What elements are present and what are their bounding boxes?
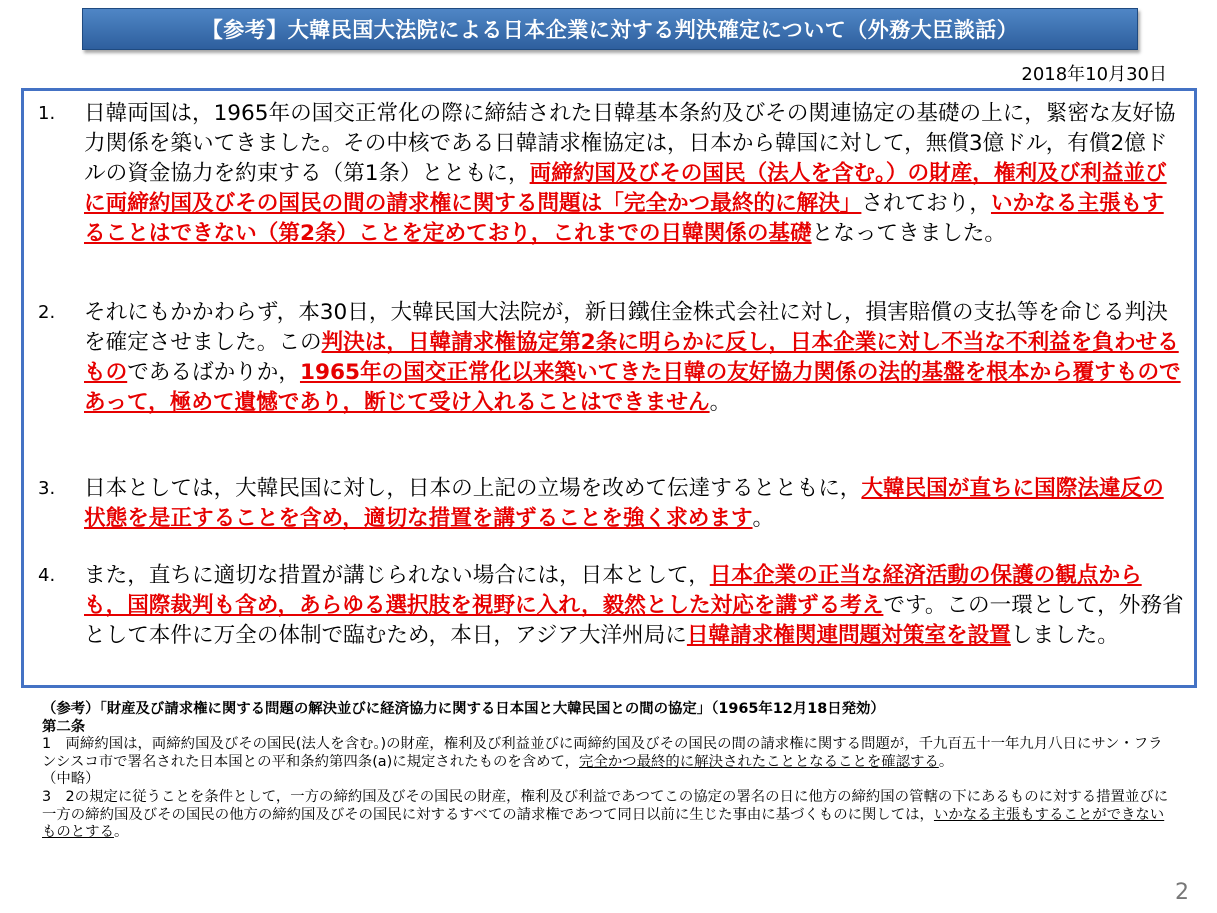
item-number: 3. xyxy=(38,478,56,499)
item-segment: 。 xyxy=(752,506,775,531)
item-text xyxy=(84,99,1184,249)
item-text xyxy=(84,561,1184,651)
emphasis-segment: 大韓民国が直ちに国際法違反の状態を是正することを含め，適切な措置を講ずることを強く求めます xyxy=(84,476,1164,531)
ref-underlined-text: 完全かつ最終的に解決されたこととなることを確認する xyxy=(579,753,939,770)
item-number: 4. xyxy=(38,565,56,586)
item-segment: であるばかりか， xyxy=(127,360,300,385)
emphasis-segment: 日本企業の正当な経済活動の保護の観点からも，国際裁判も含め，あらゆる選択肢を視野に入れ，毅然とした対応を講ずる考え xyxy=(84,563,1142,618)
statement-item-2 xyxy=(38,298,1184,418)
item-text xyxy=(84,474,1184,534)
item-segment: です。この一環として，外務省として本件に万全の体制で臨むため，本日，アジア大洋州局に xyxy=(84,593,1184,648)
emphasis-segment: 1965年の国交正常化以来築いてきた日韓の友好協力関係の法的基盤を根本から覆すものであって，極めて遺憾であり，断じて受け入れることはできません xyxy=(84,360,1181,415)
item-segment: されており， xyxy=(861,191,991,216)
item-segment: 日本としては，大韓民国に対し，日本の上記の立場を改めて伝達するとともに， xyxy=(84,476,862,501)
statement-box xyxy=(21,88,1197,688)
item-text xyxy=(84,298,1184,418)
item-segment: 日韓両国は，1965年の国交正常化の際に締結された日韓基本条約及びその関連協定の基礎の上に，緊密な友好協力関係を築いてきました。その中核である日韓請求権協定は，日本から韓国に対して，無償3億ドル，有償2億ドルの資金協力を約束する（第1条）とともに， xyxy=(84,101,1176,186)
item-segment: 。 xyxy=(709,390,732,415)
emphasis-segment: 日韓請求権関連問題対策室を設置 xyxy=(686,623,1011,648)
emphasis-segment: 両締約国及びその国民（法人を含む。）の財産，権利及び利益並びに両締約国及びその国民の間の請求権に関する問題は「完全かつ最終的に解決」 xyxy=(84,161,1167,216)
reference-paragraph-3 xyxy=(42,789,1172,842)
statement-date: 2018年10月30日 xyxy=(1021,64,1167,85)
item-number: 1. xyxy=(38,103,56,124)
emphasis-segment: 判決は，日韓請求権協定第2条に明らかに反し，日本企業に対し不当な不利益を負わせるもの xyxy=(84,330,1179,385)
reference-omission: （中略） xyxy=(42,771,100,788)
ref-text: 1 両締約国は，両締約国及びその国民(法人を含む。)の財産，権利及び利益並びに両締約国及びその国民の間の請求権に関する問題が，千九百五十一年九月八日にサン・フランシスコ市で署名された日本国との平和条約第四条(a)に規定されたものを含めて， xyxy=(42,736,1163,770)
item-segment: となってきました。 xyxy=(811,221,1006,246)
reference-paragraph-1 xyxy=(42,736,1172,771)
ref-text: 。 xyxy=(113,824,129,841)
reference-section xyxy=(42,701,1172,842)
item-segment: しました。 xyxy=(1010,623,1119,648)
item-segment: それにもかかわらず，本30日，大韓民国大法院が，新日鐵住金株式会社に対し，損害賠償の支払等を命じる判決を確定させました。この xyxy=(84,300,1168,355)
page-number: 2 xyxy=(1175,880,1189,905)
emphasis-segment: いかなる主張もすることはできない（第2条）ことを定めており，これまでの日韓関係の基礎 xyxy=(84,191,1164,246)
statement-item-3 xyxy=(38,474,1184,534)
statement-item-1 xyxy=(38,99,1184,249)
ref-text: 3 2の規定に従うことを条件として，一方の締約国及びその国民の財産，権利及び利益であつてこの協定の署名の日に他方の締約国の管轄の下にあるものに対する措置並びに一方の締約国及びその国民の他方の締約国及びその国民に対するすべての請求権であつて同日以前に生じた事由に基づくものに関しては， xyxy=(42,788,1169,823)
item-number: 2. xyxy=(38,302,56,323)
statement-item-4 xyxy=(38,561,1184,651)
reference-article: 第二条 xyxy=(42,718,86,735)
item-segment: また，直ちに適切な措置が講じられない場合には，日本として， xyxy=(84,563,710,588)
ref-text: 。 xyxy=(938,753,954,770)
title-banner xyxy=(82,8,1138,50)
reference-heading: （参考）「財産及び請求権に関する問題の解決並びに経済協力に関する日本国と大韓民国との間の協定」（1965年12月18日発効） xyxy=(42,701,885,717)
page-title: 【参考】大韓民国大法院による日本企業に対する判決確定について（外務大臣談話） xyxy=(201,18,1019,42)
ref-underlined-text: いかなる主張もすることができないものとする xyxy=(42,806,1165,841)
